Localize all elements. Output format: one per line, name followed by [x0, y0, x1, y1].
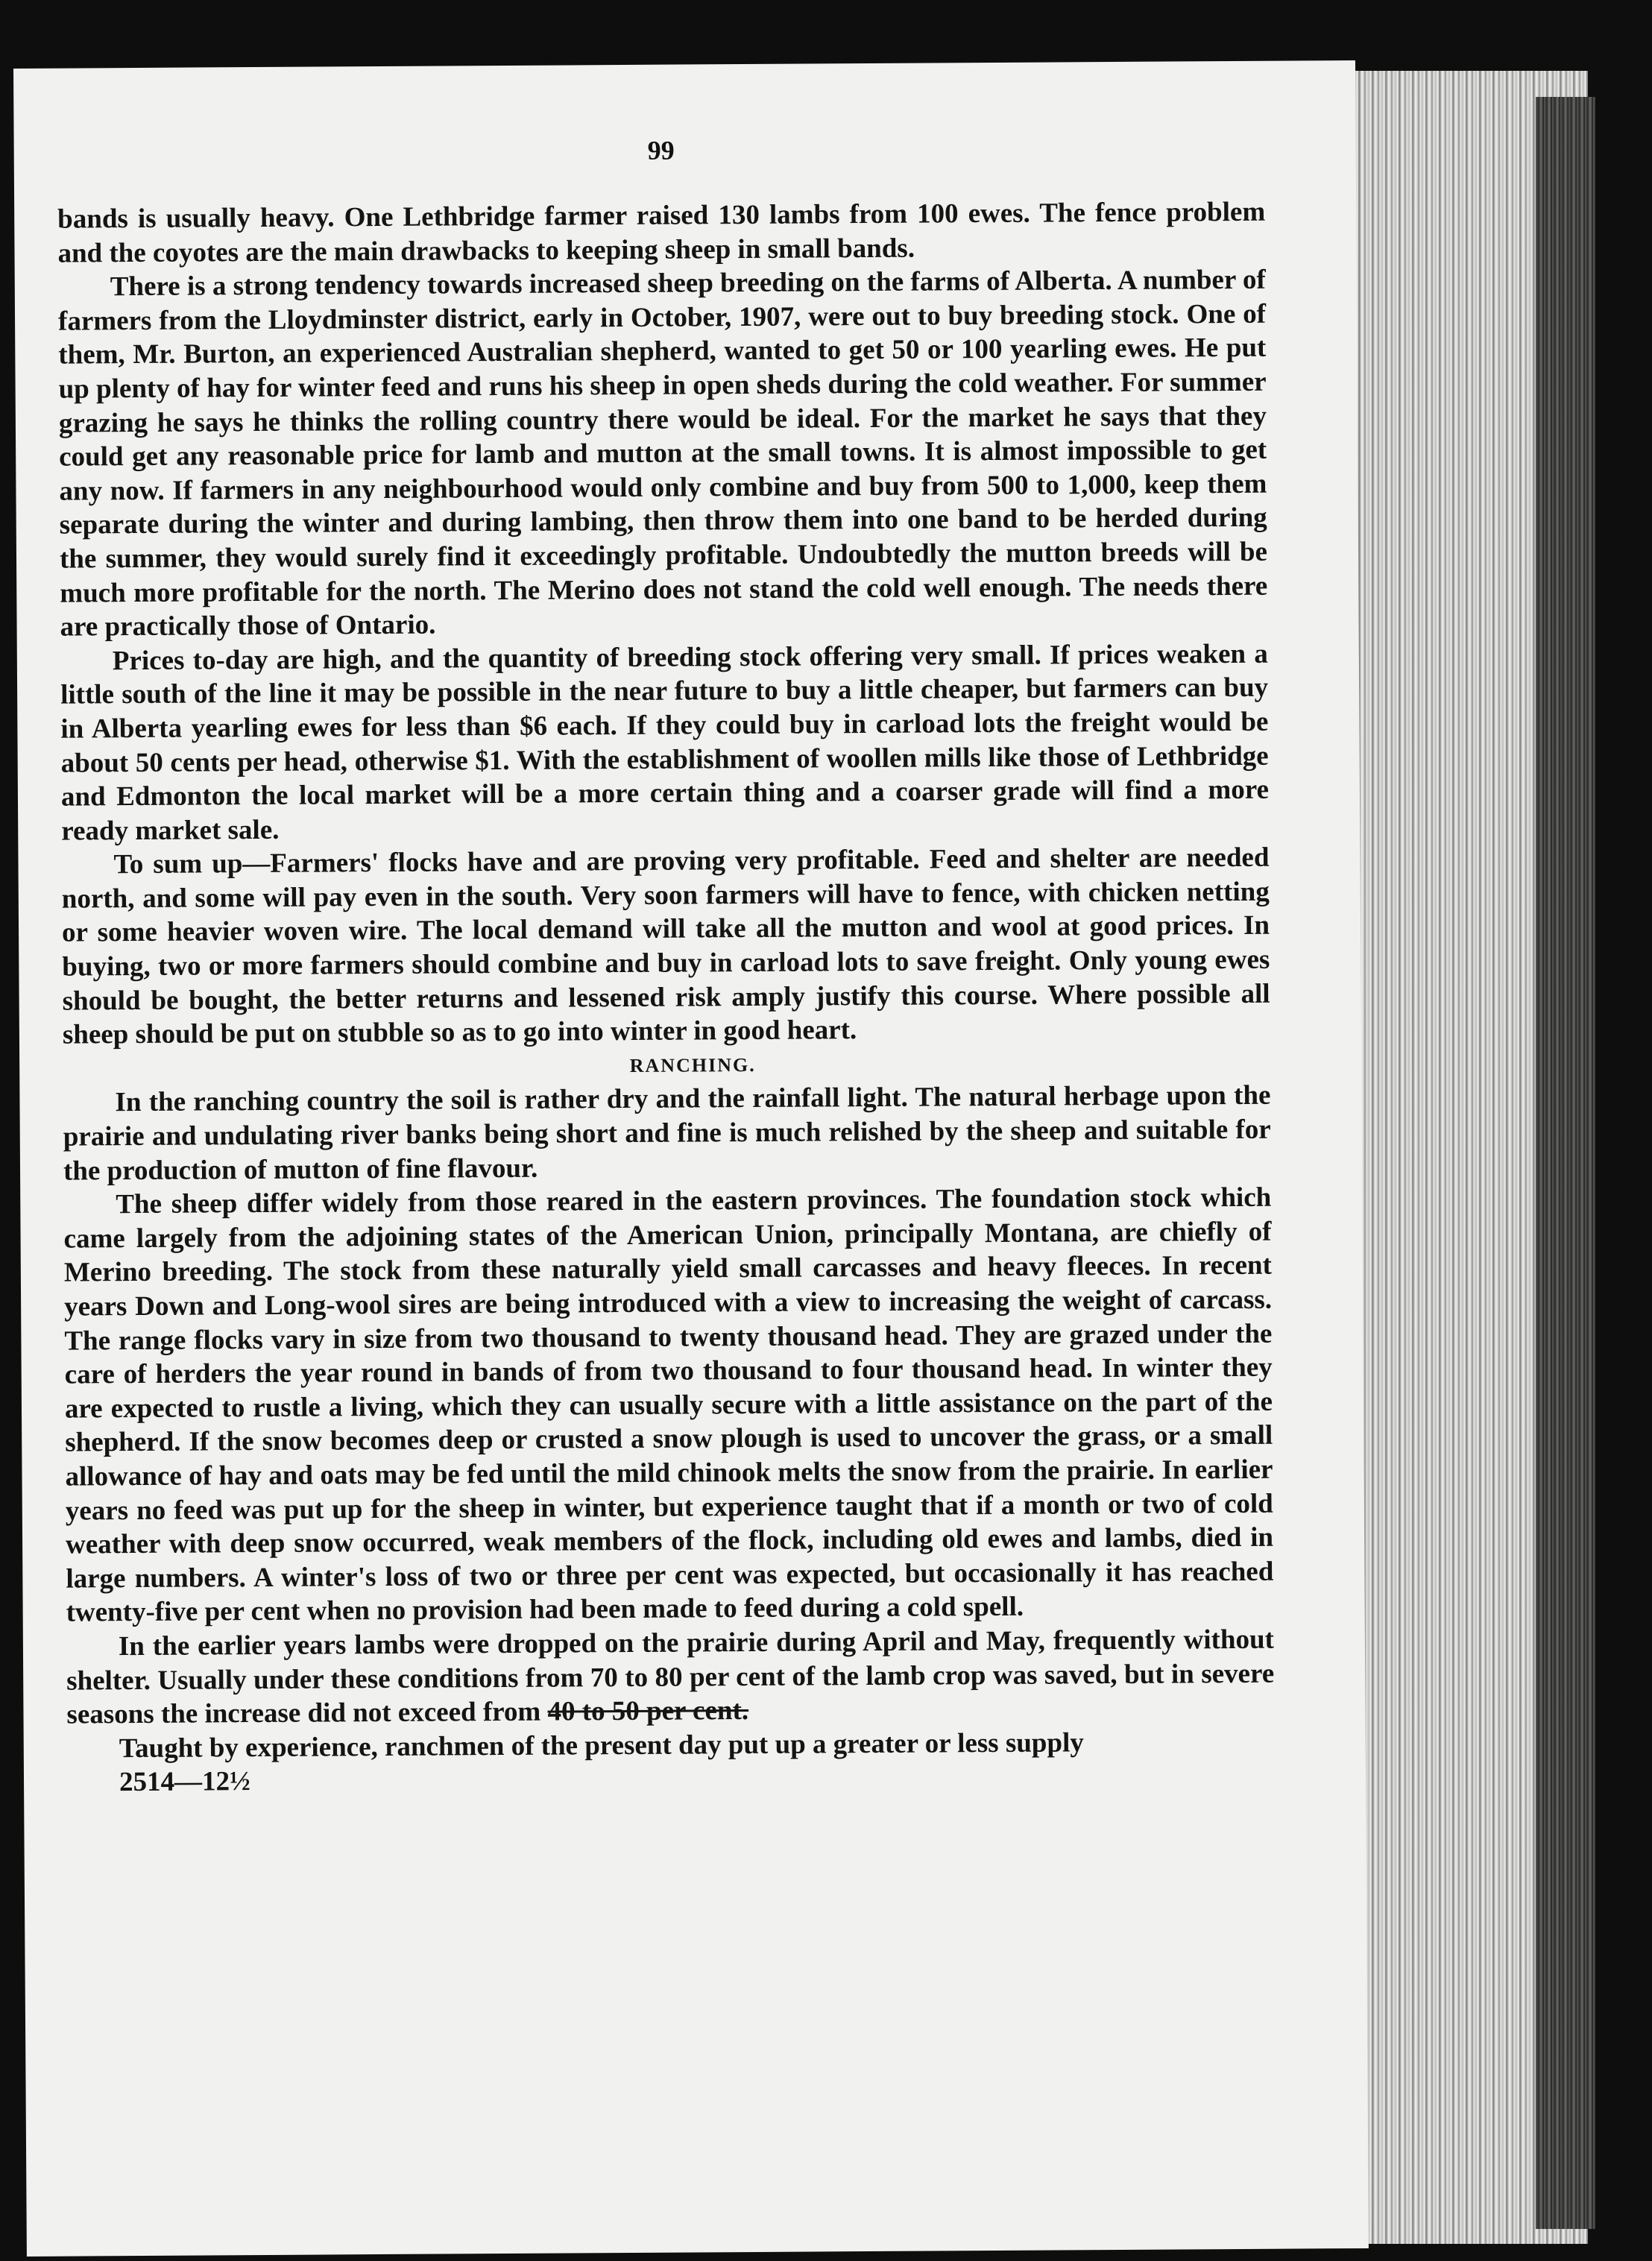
struck-text: 40 to 50 per cent.	[547, 1695, 749, 1727]
paragraph: In the ranching country the soil is rather dry and the rainfall light. The natural herbage upon the prairie and undulating river banks being short and fine is much relished by the sheep and suitable for the production of mutton of fine flavour.	[63, 1080, 1271, 1187]
paragraph: bands is usually heavy. One Lethbridge farmer raised 130 lambs from 100 ewes. The fence problem and the coyotes are the main drawbacks to keeping sheep in small bands.	[57, 196, 1266, 269]
book-binding-edge	[1536, 97, 1595, 2229]
scanned-page	[13, 60, 1369, 2257]
section-heading: RANCHING.	[629, 1053, 756, 1076]
paragraph: To sum up—Farmers' flocks have and are proving very profitable. Feed and shelter are needed north, and some will pay even in the south. Very soon farmers will have to fence, with chicken netting or some heavier woven wire. The local demand will take all the mutton and wool at good prices. In buying, two or more farmers should combine and buy in carload lots to save freight. Only young ewes should be bought, the better returns and lessened risk amply justify this course. Where possible all sheep should be put on stubble so as to go into winter in good heart.	[61, 842, 1270, 1050]
paragraph: Prices to-day are high, and the quantity of breeding stock offering very small. If prices weaken a little south of the line it may be possible in the near future to buy a little cheaper, but farmers can buy in Alberta yearling ewes for less than $6 each. If they could buy in carload lots the freight would be about 50 cents per head, otherwise $1. With the establishment of woollen mills like those of Lethbridge and Edmonton the local market will be a more certain thing and a coarser grade will find a more ready market sale.	[60, 638, 1270, 847]
paragraph	[66, 1623, 1275, 1732]
paragraph: Taught by experience, ranchmen of the present day put up a greater or less supply	[119, 1727, 1084, 1764]
paragraph: There is a strong tendency towards increased sheep breeding on the farms of Alberta. A number of farmers from the Lloydminster district, early in October, 1907, were out to buy breeding stock. One of them, Mr. Burton, an experienced Australian shepherd, wanted to get 50 or 100 yearling ewes. He put up plenty of hay for winter feed and runs his sheep in open sheds during the cold weather. For summer grazing he says he thinks the rolling country there would be ideal. For the market he says that they could get any reasonable price for lamb and mutton at the small towns. It is almost impossible to get any now. If farmers in any neighbourhood would only combine and buy from 500 to 1,000, keep them separate during the winter and during lambing, then throw them into one band to be herded during the summer, they would surely find it exceedingly profitable. Undoubtedly the mutton breeds will be much more profitable for the north. The Merino does not stand the cold well enough. The needs there are practically those of Ontario.	[57, 264, 1268, 643]
page-number: 99	[647, 135, 675, 165]
paragraph-text: In the earlier years lambs were dropped on the prairie during April and May, frequently without shelter. Usually under these conditions from 70 to 80 per cent of the lamb crop was saved, but in severe seasons the increase did not exceed from	[66, 1624, 1275, 1730]
body-text	[57, 195, 1275, 1800]
page-content	[57, 61, 1275, 1798]
paragraph: The sheep differ widely from those reared in the eastern provinces. The foundation stock which came largely from the adjoining states of the American Union, principally Montana, are chiefly of Merino breeding. The stock from these naturally yield small carcasses and heavy fleeces. In recent years Down and Long-wool sires are being introduced with a view to increasing the weight of carcass. The range flocks vary in size from two thousand to twenty thousand head. They are grazed under the care of herders the year round in bands of from two thousand to four thousand head. In winter they are expected to rustle a living, which they can usually secure with a little assistance on the part of the shepherd. If the snow becomes deep or crusted a snow plough is used to uncover the grass, or a small allowance of hay and oats may be fed until the mild chinook melts the snow from the prairie. In earlier years no feed was put up for the sheep in winter, but experience taught that if a month or two of cold weather with deep snow occurred, weak members of the flock, including old ewes and lambs, died in large numbers. A winter's loss of two or three per cent was expected, but occasionally it has reached twenty-five per cent when no provision had been made to feed during a cold spell.	[63, 1182, 1274, 1628]
signature-code: 2514—12½	[119, 1766, 250, 1798]
